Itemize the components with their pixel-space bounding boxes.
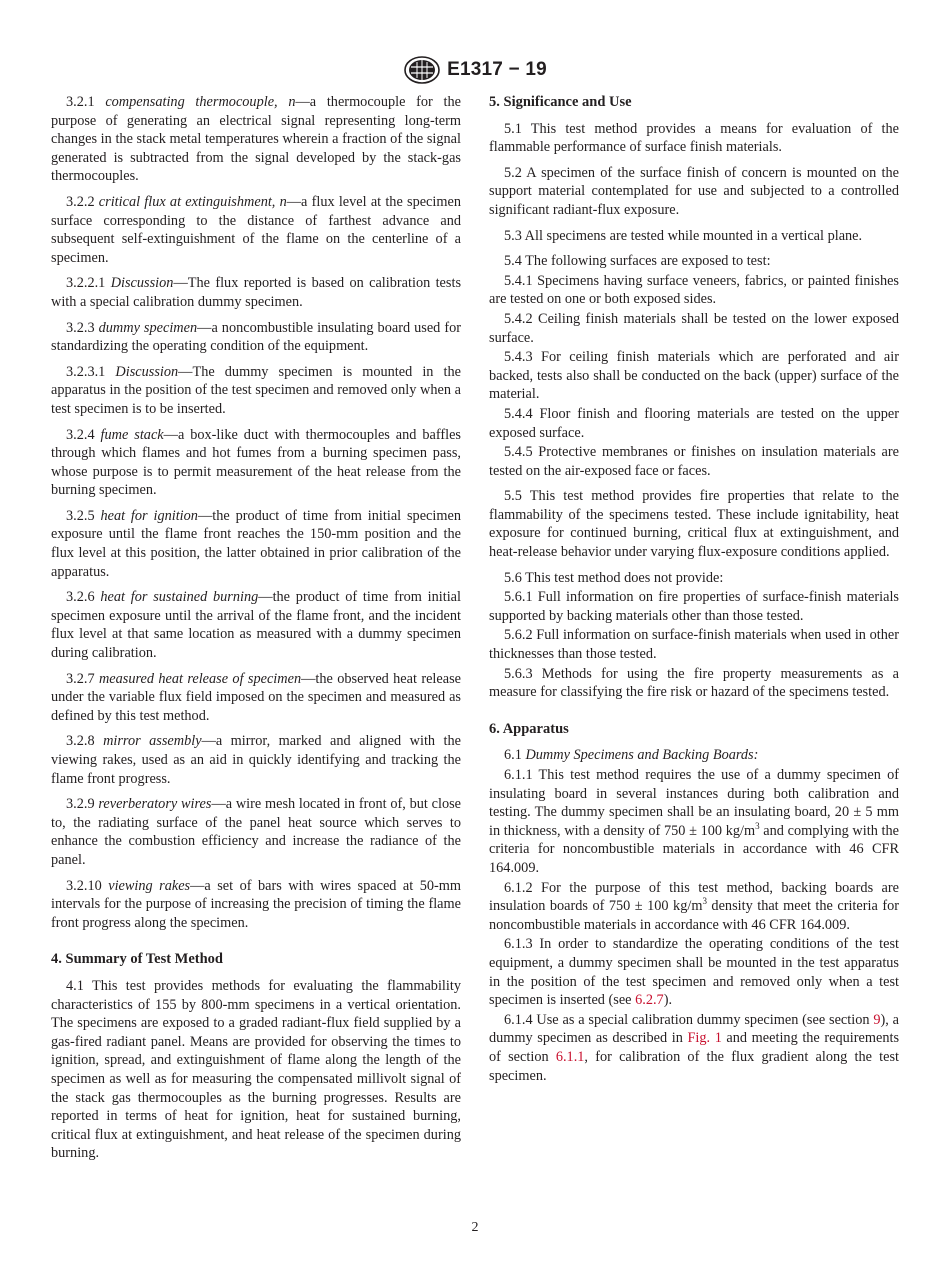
paragraph-5-4-4: 5.4.4 Floor finish and flooring materials are tested on the upper exposed surface.: [489, 405, 899, 441]
paragraph-5-6-2: 5.6.2 Full information on surface-finish materials when used in other thicknesses than those tested.: [489, 627, 899, 663]
paragraph-5-4-5: 5.4.5 Protective membranes or finishes on insulation materials are tested on the air-exposed face or faces.: [489, 444, 899, 479]
paragraph-5-6: 5.6 This test method does not provide:: [504, 569, 724, 586]
page-header: [0, 53, 950, 87]
paragraph-4-1: 4.1 This test provides methods for evaluating the flammability characteristics of 155 by 800-mm specimens in a vertical orientation. The specimens are exposed to a graded radiant-flux field supplied by a gas-fired radiant panel. Means are provided for observing the times to ignition, spread, and extinguishment of flame along the length of the specimen as well as for measuring the compensated millivolt signal of the stack gas thermocouples as the burning progresses. Results are reported in terms of heat for ignition, heat for sustained burning, critical flux at extinguishment, and heat release of the specimen during burning.: [51, 977, 461, 1162]
definition-3-2-9: 3.2.9 reverberatory wires—a wire mesh located in front of, but close to, the radiating surface of the panel heat source which serves to enhance the combustion efficiency and increase the radiance of the panel.: [51, 796, 461, 868]
paragraph-5-4-1: 5.4.1 Specimens having surface veneers, fabrics, or painted finishes are tested on one or both exposed sides.: [489, 272, 899, 308]
document-designation: E1317 − 19: [447, 59, 547, 80]
definition-3-2-8: 3.2.8 mirror assembly—a mirror, marked and aligned with the viewing rakes, used as an aid in quickly identifying and tracking the flame front progress.: [51, 733, 462, 787]
link-section-6-2-7[interactable]: 6.2.7: [635, 992, 664, 1009]
paragraph-5-4-2: 5.4.2 Ceiling finish materials shall be tested on the lower exposed surface.: [489, 310, 899, 346]
paragraph-5-6-3: 5.6.3 Methods for using the fire property measurements as a measure for classifying the fire risk or hazard of the specimens tested.: [489, 665, 899, 701]
section-4-heading: 4. Summary of Test Method: [51, 951, 223, 968]
definition-3-2-2: 3.2.2 critical flux at extinguishment, n—a flux level at the specimen surface corresponding to the distance of farthest advance and subsequent self-extinguishment of the flame on the centerline of a specimen.: [51, 193, 461, 266]
definition-3-2-6: 3.2.6 heat for sustained burning—the product of time from initial specimen exposure until the arrival of the flame front, and the incident flux level at that same location as measured with a dummy specimen during calibration.: [51, 589, 462, 662]
right-column: [489, 93, 899, 1086]
paragraph-6-1-1: 6.1.1 This test method requires the use of a dummy specimen of insulating board in several instances during both calibration and testing. The dummy specimen shall be an insulating board, 20 ± 5 mm in thickness, with a density of 750 ± 100 $kg/m^3$ and complying with the criteria for noncombustible materials in accordance with 46 CFR 164.009.: [489, 767, 899, 876]
paragraph-5-1: 5.1 This test method provides a means for evaluation of the flammable performance of surface finish materials.: [489, 120, 899, 156]
link-section-9[interactable]: 9: [873, 1011, 881, 1028]
paragraph-6-1-2: 6.1.2 For the purpose of this test method, backing boards are insulation boards of 750 ± 100 $kg/m^3$ density that meet the criteria for noncombustible materials in accordance with 46 CFR 164.009.: [489, 879, 899, 933]
paragraph-5-4-3: 5.4.3 For ceiling finish materials which are perforated and air backed, tests also shall be conducted on the back (upper) surface of the material.: [489, 349, 899, 403]
discussion-3-2-2-1: 3.2.2.1 Discussion—The flux reported is based on calibration tests with a special calibration dummy specimen.: [51, 275, 462, 310]
paragraph-5-4: 5.4 The following surfaces are exposed to test:: [504, 253, 771, 270]
definition-3-2-3: 3.2.3 dummy specimen—a noncombustible insulating board used for standardizing the operating condition of the equipment.: [51, 319, 462, 355]
discussion-3-2-3-1: 3.2.3.1 Discussion—The dummy specimen is mounted in the apparatus in the position of the test specimen and removed only when a test specimen is to be inserted.: [51, 363, 461, 417]
definition-3-2-5: 3.2.5 heat for ignition—the product of time from initial specimen exposure until the flame front reaches the 150-mm position and the flux level at this position, the latter obtained in prior calibration of the apparatus.: [51, 507, 461, 580]
definition-3-2-4: 3.2.4 fume stack—a box-like duct with thermocouples and baffles through which flames and hot fumes from a burning specimen pass, whose purpose is to permit measurement of the heat release from the burning specimen.: [51, 426, 462, 499]
definition-3-2-10: 3.2.10 viewing rakes—a set of bars with wires spaced at 50-mm intervals for the purpose of increasing the precision of timing the flame front progress along the specimen.: [51, 877, 461, 931]
section-6-heading: 6. Apparatus: [489, 720, 569, 737]
link-section-6-1-1[interactable]: 6.1.1: [555, 1048, 585, 1065]
page-number: 2: [471, 1220, 479, 1235]
paragraph-5-6-1: 5.6.1 Full information on fire properties of surface-finish materials supported by backing materials other than those tested.: [489, 589, 899, 624]
paragraph-6-1-4: 6.1.4 Use as a special calibration dummy specimen (see section 9), a dummy specimen as described in Fig. 1 and meeting the requirements of section 6.1.1, for calibration of the flux gradient along the test specimen.: [489, 1011, 900, 1084]
definition-3-2-1: 3.2.1 compensating thermocouple, n—a thermocouple for the purpose of generating an electrical signal representing long-term changes in the stack metal temperatures wherein a fraction of the signal generated is subtracted from the signal developed by the stack-gas thermocouples.: [51, 94, 461, 185]
section-5-heading: 5. Significance and Use: [489, 94, 632, 110]
left-column: [51, 93, 461, 1170]
paragraph-6-1: 6.1 Dummy Specimens and Backing Boards:: [504, 747, 759, 764]
paragraph-6-1-3: 6.1.3 In order to standardize the operating conditions of the test equipment, a dummy specimen shall be mounted in the test apparatus in the position of the test specimen and removed only when a test specimen is inserted (see 6.2.7).: [489, 936, 899, 1009]
paragraph-5-5: 5.5 This test method provides fire properties that relate to the flammability of the specimens tested. These include ignitability, heat exposure for continued burning, critical flux at extinguishment, and heat-release behavior under varying flux-exposure conditions applied.: [489, 488, 899, 561]
paragraph-5-3: 5.3 All specimens are tested while mounted in a vertical plane.: [504, 227, 863, 244]
astm-logo-icon: [403, 55, 441, 85]
paragraph-5-2: 5.2 A specimen of the surface finish of concern is mounted on the support material contemplated for use and subjected to a controlled significant radiant-flux exposure.: [489, 164, 899, 218]
link-figure-1[interactable]: Fig. 1: [687, 1030, 722, 1047]
definition-3-2-7: 3.2.7 measured heat release of specimen—the observed heat release under the variable flux field imposed on the specimen and measured as defined by this test method.: [51, 670, 462, 724]
